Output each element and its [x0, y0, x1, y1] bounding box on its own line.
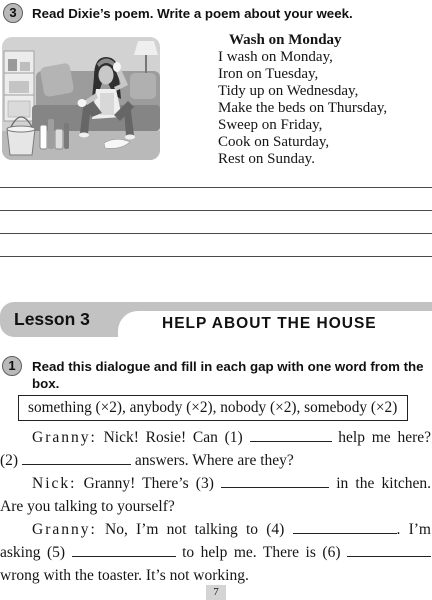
dialogue-line	[0, 472, 431, 495]
poem-title: Wash on Monday	[229, 32, 342, 48]
exercise-3-number-badge: 3	[3, 3, 23, 23]
poem-line: Rest on Sunday.	[218, 151, 315, 167]
dialogue-text: Nick! Rosie! Can (1)	[103, 429, 243, 446]
answer-gap-3	[221, 474, 329, 488]
dialogue-text: . I’m	[396, 521, 431, 538]
poem-line: I wash on Monday,	[218, 49, 333, 65]
speaker-granny: Granny:	[32, 429, 97, 446]
writing-line	[0, 187, 432, 188]
dialogue-line	[0, 518, 431, 541]
dialogue-text: Granny! There’s (3)	[83, 475, 214, 492]
speaker-granny: Granny:	[32, 521, 97, 538]
writing-line	[0, 233, 432, 234]
photo-illustration	[2, 37, 160, 160]
lesson-title: HELP ABOUT THE HOUSE	[162, 315, 377, 332]
answer-gap-1	[250, 428, 332, 442]
dialogue-line	[0, 449, 431, 472]
dialogue-text: (2)	[0, 452, 19, 469]
dialogue-line	[0, 495, 431, 518]
exercise-3-instruction: Read Dixie’s poem. Write a poem about your week.	[32, 6, 353, 21]
writing-line	[0, 210, 432, 211]
exercise-1-number-badge: 1	[2, 356, 22, 376]
dialogue-text: Are you talking to yourself?	[0, 498, 175, 515]
dialogue-text: No, I’m not talking to (4)	[105, 521, 285, 538]
dialogue-text: in the kitchen.	[336, 475, 432, 492]
word-box: something (×2), anybody (×2), nobody (×2), somebody (×2)	[18, 395, 408, 421]
poem-body	[218, 49, 387, 168]
dialogue-text: help me here?	[338, 429, 432, 446]
poem-line: Tidy up on Wednesday,	[218, 83, 359, 99]
lesson-label: Lesson 3	[14, 309, 90, 329]
answer-gap-5	[72, 543, 176, 557]
shelf	[4, 51, 34, 121]
poem-line: Sweep on Friday,	[218, 117, 323, 133]
dialogue-line	[0, 426, 431, 449]
poem-line: Cook on Saturday,	[218, 134, 330, 150]
poem-line: Make the beds on Thursday,	[218, 100, 388, 116]
answer-gap-2	[22, 451, 131, 465]
dialogue-text: to help me. There is (6)	[182, 544, 341, 561]
dialogue	[0, 426, 431, 587]
dialogue-text: asking (5)	[0, 544, 66, 561]
dialogue-text: answers. Where are they?	[134, 452, 294, 469]
dialogue-text: wrong with the toaster. It’s not working.	[0, 567, 249, 584]
dialogue-line	[0, 541, 431, 564]
photo-tired-woman-cleaning	[2, 37, 160, 160]
answer-gap-6	[347, 543, 431, 557]
dialogue-line	[0, 564, 431, 587]
speaker-nick: Nick:	[32, 475, 77, 492]
exercise-1-instruction: Read this dialogue and fill in each gap with one word from the box.	[32, 359, 424, 391]
poem-line: Iron on Tuesday,	[218, 66, 319, 82]
page-number: 7	[206, 585, 226, 600]
writing-line	[0, 256, 432, 257]
answer-gap-4	[293, 520, 397, 534]
